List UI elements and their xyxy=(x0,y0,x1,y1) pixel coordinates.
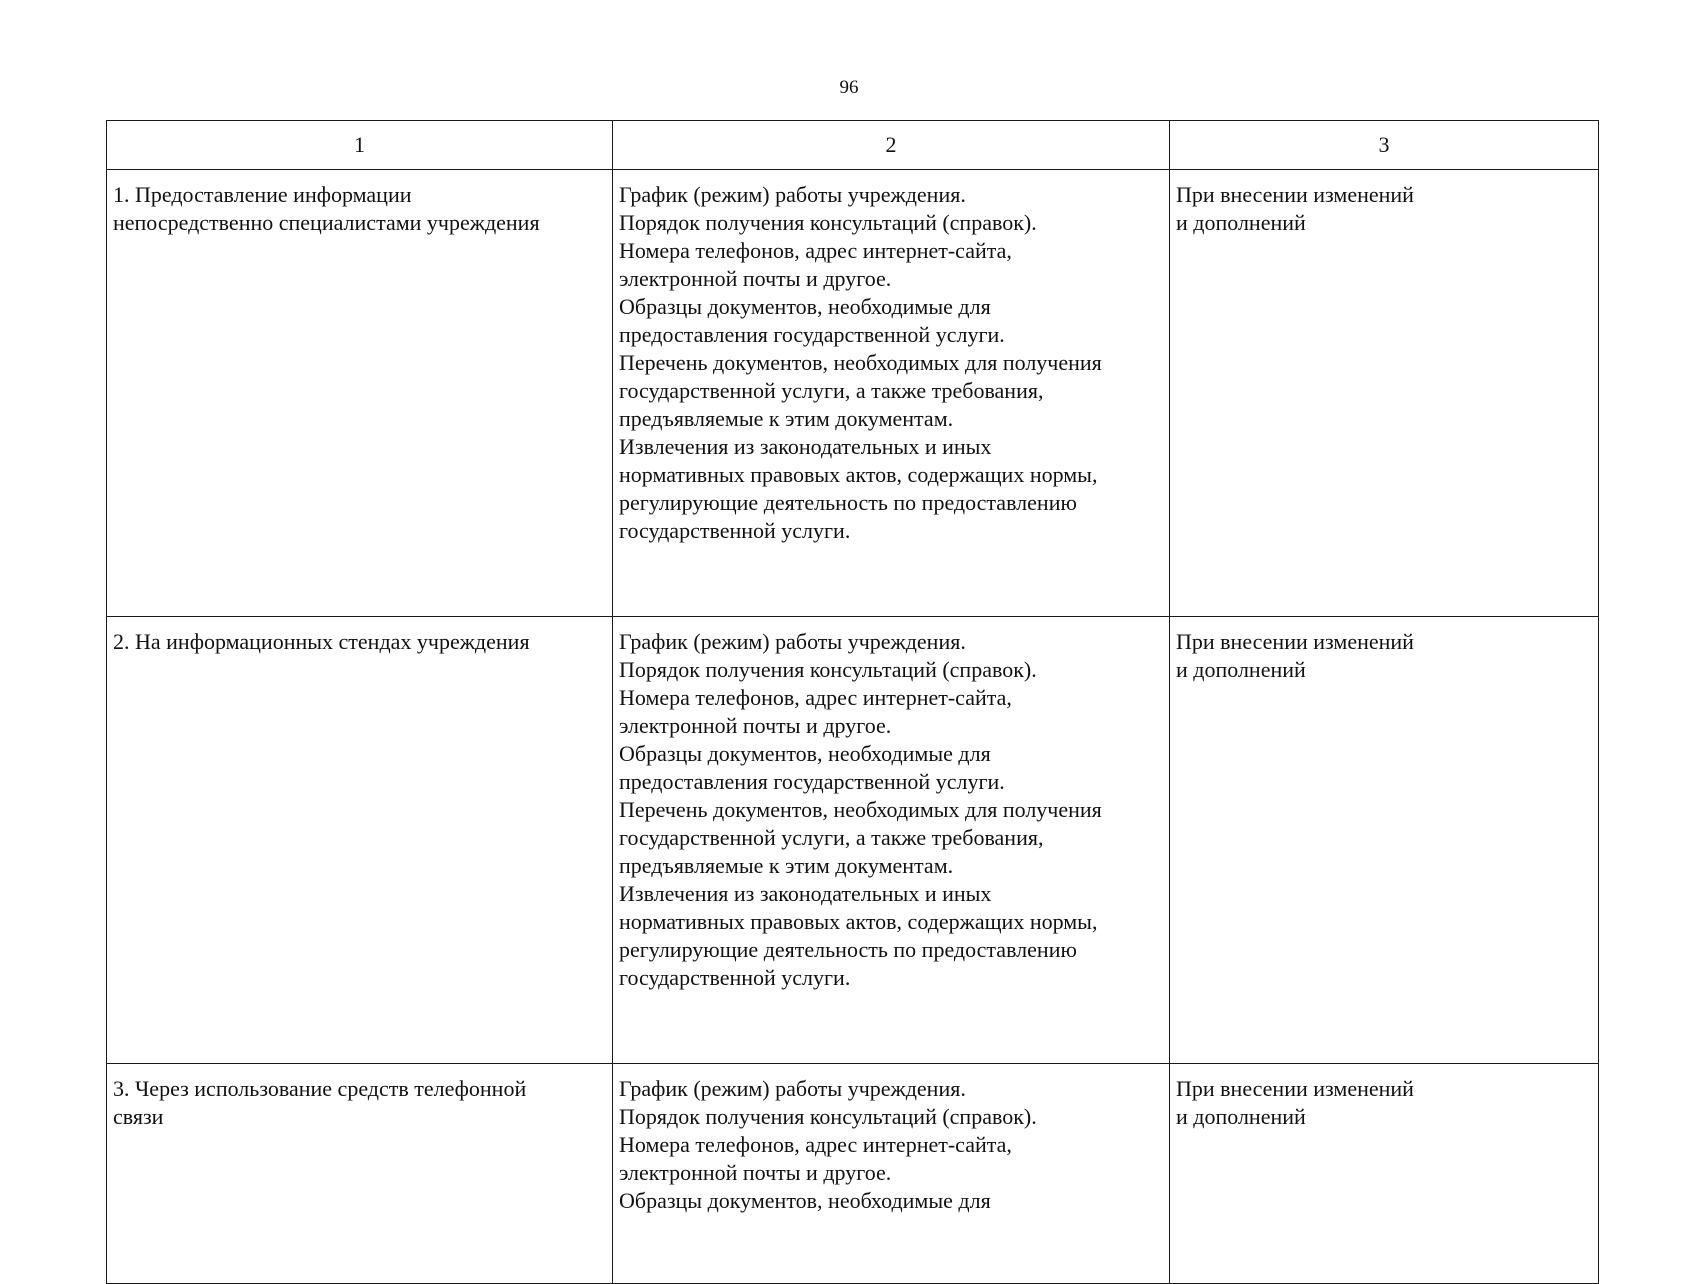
content-cell xyxy=(613,617,1170,1064)
table-row xyxy=(107,1064,1599,1284)
frequency-cell xyxy=(1170,170,1599,617)
method-text: 3. Через использование средств телефонной связи xyxy=(113,1076,527,1129)
table-header-row xyxy=(107,121,1599,170)
method-text: 1. Предоставление информации непосредственно специалистами учреждения xyxy=(113,182,540,235)
content-cell xyxy=(613,1064,1170,1284)
frequency-cell xyxy=(1170,617,1599,1064)
method-cell xyxy=(107,1064,613,1284)
content-text: График (режим) работы учреждения. Порядок получения консультаций (справок). Номера телефонов, адрес интернет-сайта, электронной почты и другое. Образцы документов, необходимые для xyxy=(619,1076,1037,1213)
content-text: График (режим) работы учреждения. Порядок получения консультаций (справок). Номера телефонов, адрес интернет-сайта, электронной почты и другое. Образцы документов, необходимые для предоставления государственной услуги. Перечень документов, необходимых для получения государственной услуги, а также требования, предъявляемые к этим документам. Извлечения из законодательных и иных нормативных правовых актов, содержащих нормы, регулирующие деятельность по предоставлению государственной услуги. xyxy=(619,182,1102,543)
column-header-3: 3 xyxy=(1170,121,1599,170)
table-row xyxy=(107,617,1599,1064)
frequency-text: При внесении изменений и дополнений xyxy=(1176,629,1414,682)
method-text: 2. На информационных стендах учреждения xyxy=(113,629,530,654)
table-row xyxy=(107,170,1599,617)
method-cell xyxy=(107,170,613,617)
frequency-text: При внесении изменений и дополнений xyxy=(1176,182,1414,235)
content-cell xyxy=(613,170,1170,617)
column-header-2: 2 xyxy=(613,121,1170,170)
frequency-cell xyxy=(1170,1064,1599,1284)
content-text: График (режим) работы учреждения. Порядок получения консультаций (справок). Номера телефонов, адрес интернет-сайта, электронной почты и другое. Образцы документов, необходимые для предоставления государственной услуги. Перечень документов, необходимых для получения государственной услуги, а также требования, предъявляемые к этим документам. Извлечения из законодательных и иных нормативных правовых актов, содержащих нормы, регулирующие деятельность по предоставлению государственной услуги. xyxy=(619,629,1102,990)
frequency-text: При внесении изменений и дополнений xyxy=(1176,1076,1414,1129)
page-number: 96 xyxy=(839,77,859,98)
column-header-1: 1 xyxy=(107,121,613,170)
method-cell xyxy=(107,617,613,1064)
information-methods-table xyxy=(106,120,1599,1284)
